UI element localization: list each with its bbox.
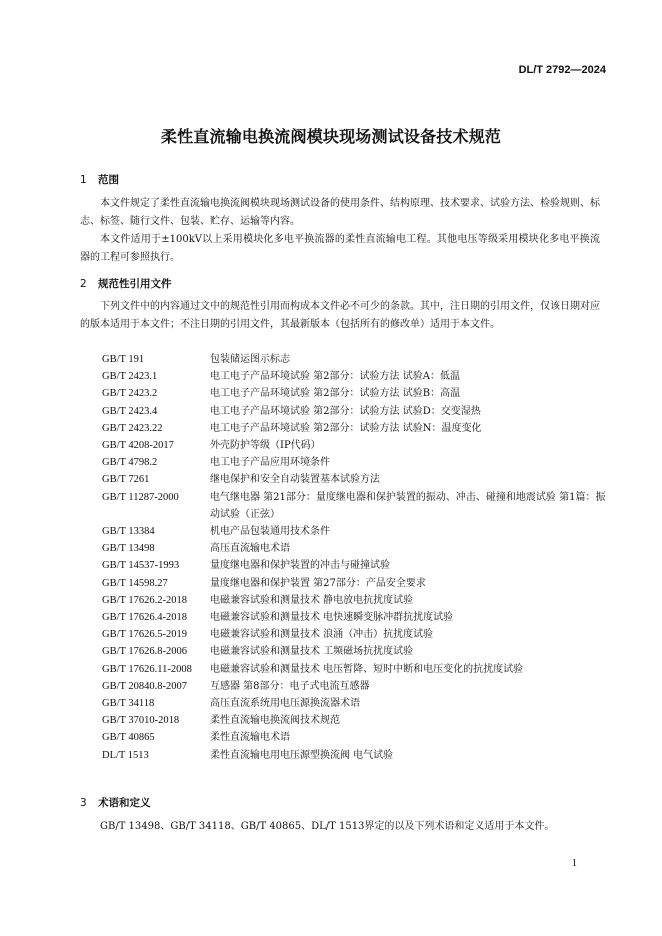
reference-code: GB/T 14537-1993 xyxy=(102,560,180,572)
reference-title: 电工电子产品环境试验 第2部分：试验方法 试验N：温度变化 xyxy=(210,422,482,434)
reference-item xyxy=(102,626,607,643)
reference-code: GB/T 34118 xyxy=(102,698,155,710)
reference-item xyxy=(102,471,607,488)
reference-title: 电磁兼容试验和测量技术 浪涌（冲击）抗扰度试验 xyxy=(210,629,434,641)
reference-code: GB/T 2423.4 xyxy=(102,405,158,417)
reference-title: 电磁兼容试验和测量技术 电快速瞬变脉冲群抗扰度试验 xyxy=(210,612,454,624)
reference-code: GB/T 11287-2000 xyxy=(102,491,179,503)
reference-code: GB/T 2423.1 xyxy=(102,371,158,383)
reference-code: GB/T 17626.4-2018 xyxy=(102,612,187,624)
reference-item xyxy=(102,712,607,729)
reference-item xyxy=(102,729,607,746)
reference-item xyxy=(102,403,607,420)
reference-item xyxy=(102,540,607,557)
reference-code: GB/T 2423.22 xyxy=(102,422,163,434)
section-2-heading xyxy=(80,276,172,291)
reference-item xyxy=(102,557,607,574)
scope-paragraph-2: 本文件适用于±100kV以上采用模块化多电平换流器的柔性直流输电工程。其他电压等级采用模块化多电平换流器的工程可参照执行。 xyxy=(80,234,600,263)
reference-title: 电工电子产品环境试验 第2部分：试验方法 试验D：交变湿热 xyxy=(210,405,481,417)
document-title: 柔性直流输电换流阀模块现场测试设备技术规范 xyxy=(160,127,502,146)
reference-title: 高压直流系统用电压源换流器术语 xyxy=(210,698,360,710)
reference-code: GB/T 40865 xyxy=(102,732,155,744)
reference-code: DL/T 1513 xyxy=(102,749,149,761)
reference-item xyxy=(102,351,607,368)
section-1-title: 范围 xyxy=(98,174,119,186)
reference-item xyxy=(102,385,607,402)
reference-title: 互感器 第8部分：电子式电流互感器 xyxy=(210,680,370,692)
reference-title: 电磁兼容试验和测量技术 电压暂降、短时中断和电压变化的抗扰度试验 xyxy=(210,663,524,675)
reference-code: GB/T 17626.5-2019 xyxy=(102,629,187,641)
reference-title: 机电产品包装通用技术条件 xyxy=(210,526,330,538)
reference-code: GB/T 14598.27 xyxy=(102,577,168,589)
reference-title: 包装储运图示标志 xyxy=(210,354,290,365)
reference-title: 量度继电器和保护装置 第27部分：产品安全要求 xyxy=(210,577,426,589)
reference-item xyxy=(102,661,607,678)
reference-code: GB/T 13384 xyxy=(102,526,155,538)
section-3-number: 3 xyxy=(80,797,87,809)
section-2-number: 2 xyxy=(80,278,87,290)
reference-title: 外壳防护等级（IP代码） xyxy=(210,440,321,452)
reference-title: 柔性直流输电术语 xyxy=(210,732,290,744)
reference-code: GB/T 37010-2018 xyxy=(102,715,180,727)
reference-title: 电工电子产品环境试验 第2部分：试验方法 试验B：高温 xyxy=(210,388,461,400)
reference-title: 电磁兼容试验和测量技术 工频磁场抗扰度试验 xyxy=(210,646,414,658)
reference-title: 高压直流输电术语 xyxy=(210,543,290,555)
reference-item xyxy=(102,454,607,471)
standard-number: DL/T 2792—2024 xyxy=(518,64,606,76)
normative-reference-list xyxy=(102,351,607,764)
section-3-heading xyxy=(80,795,151,810)
page-number: 1 xyxy=(571,858,577,869)
reference-code: GB/T 13498 xyxy=(102,543,155,555)
reference-title: 量度继电器和保护装置的冲击与碰撞试验 xyxy=(210,560,390,572)
reference-item xyxy=(102,747,607,764)
reference-item xyxy=(102,575,607,592)
reference-title: 柔性直流输电换流阀技术规范 xyxy=(210,715,340,727)
reference-item xyxy=(102,368,607,385)
reference-code: GB/T 17626.11-2008 xyxy=(102,663,192,675)
reference-title: 电磁兼容试验和测量技术 静电放电抗扰度试验 xyxy=(210,594,414,606)
reference-code: GB/T 4798.2 xyxy=(102,457,158,469)
section-2-title: 规范性引用文件 xyxy=(98,278,172,290)
reference-code: GB/T 191 xyxy=(102,354,145,365)
reference-item xyxy=(102,523,607,540)
reference-item xyxy=(102,437,607,454)
reference-title: 继电保护和安全自动装置基本试验方法 xyxy=(210,474,380,486)
reference-item xyxy=(102,489,607,523)
reference-item xyxy=(102,678,607,695)
reference-title: 电工电子产品环境试验 第2部分：试验方法 试验A：低温 xyxy=(210,371,460,383)
normative-refs-intro: 下列文件中的内容通过文中的规范性引用而构成本文件必不可少的条款。其中，注日期的引用文件，仅该日期对应的版本适用于本文件；不注日期的引用文件，其最新版本（包括所有的修改单）适用于本文件。 xyxy=(80,301,600,330)
scope-paragraph-1: 本文件规定了柔性直流输电换流阀模块现场测试设备的使用条件、结构原理、技术要求、试验方法、检验规则、标志、标签、随行文件、包装、贮存、运输等内容。 xyxy=(80,198,600,227)
reference-title: 电工电子产品应用环境条件 xyxy=(210,457,330,469)
reference-title: 电气继电器 第21部分：量度继电器和保护装置的振动、冲击、碰撞和地震试验 第1篇：振动试验（正弦） xyxy=(210,491,606,520)
section-1-heading xyxy=(80,172,119,187)
section-1-number: 1 xyxy=(80,174,87,186)
reference-code: GB/T 20840.8-2007 xyxy=(102,680,187,692)
reference-item xyxy=(102,643,607,660)
reference-item xyxy=(102,609,607,626)
reference-title: 柔性直流输电用电压源型换流阀 电气试验 xyxy=(210,749,394,761)
reference-code: GB/T 17626.2-2018 xyxy=(102,594,187,606)
reference-item xyxy=(102,592,607,609)
reference-item xyxy=(102,420,607,437)
reference-code: GB/T 4208-2017 xyxy=(102,440,174,452)
reference-code: GB/T 2423.2 xyxy=(102,388,158,400)
reference-code: GB/T 7261 xyxy=(102,474,150,486)
reference-code: GB/T 17626.8-2006 xyxy=(102,646,187,658)
reference-item xyxy=(102,695,607,712)
terms-intro: GB/T 13498、GB/T 34118、GB/T 40865、DL/T 1513界定的以及下列术语和定义适用于本文件。 xyxy=(100,821,555,832)
section-3-title: 术语和定义 xyxy=(98,797,151,809)
